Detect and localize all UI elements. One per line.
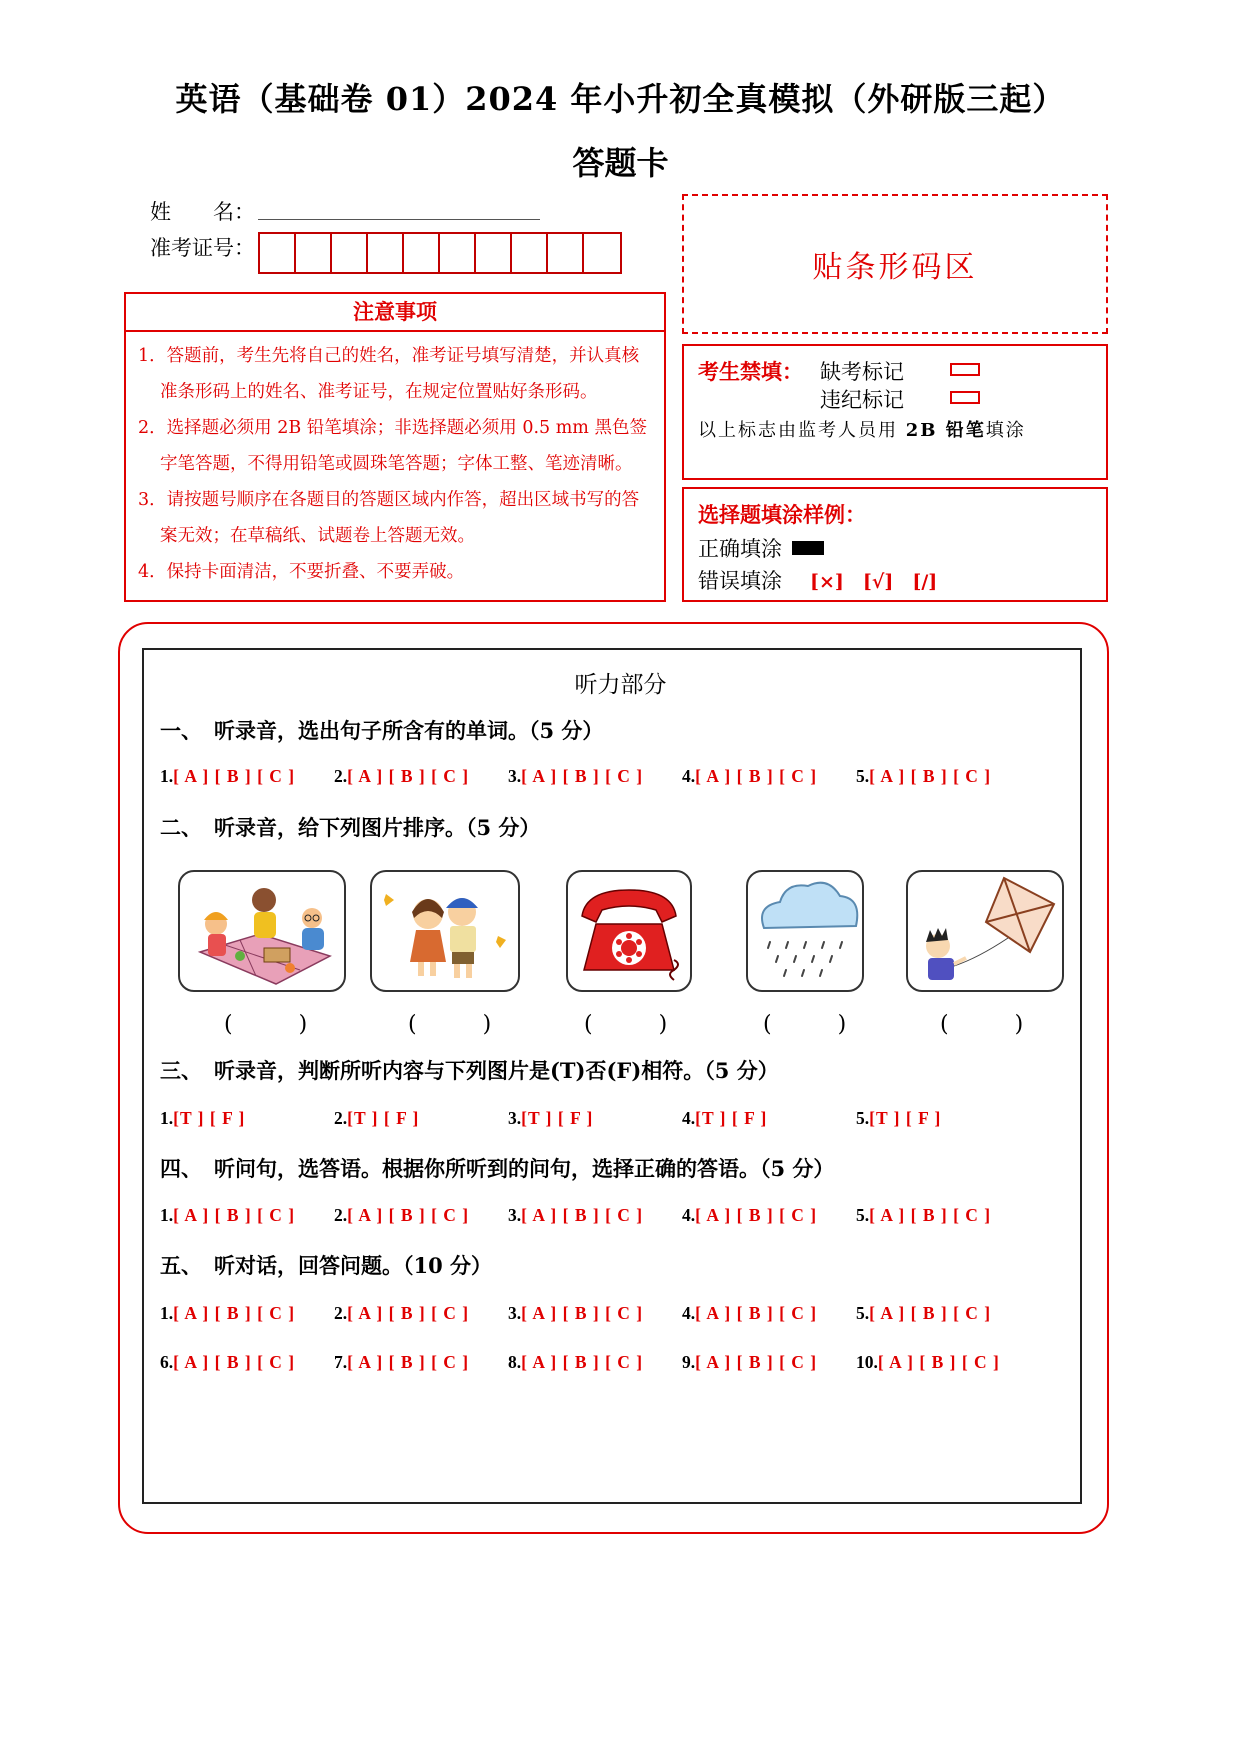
exam-id-cell[interactable] [512, 234, 548, 272]
answer-item[interactable] [334, 1108, 419, 1129]
question-number: 4. [682, 766, 696, 786]
answer-item[interactable] [160, 1303, 295, 1324]
notice-item: 1．答题前，考生先将自己的姓名，准考证号填写清楚，并认真核准条形码上的姓名、准考证号，在规定位置贴好条形码。 [138, 346, 640, 402]
abc-choice-bubbles[interactable]: [ A ] [ B ] [ C ] [347, 766, 470, 786]
section-2-heading: 二、 听录音，给下列图片排序。（5 分） [160, 815, 541, 840]
exam-id-cell[interactable] [440, 234, 476, 272]
answer-item[interactable] [160, 1352, 295, 1373]
absent-label: 缺考标记 [820, 360, 904, 384]
question-number: 3. [508, 766, 522, 786]
abc-choice-bubbles[interactable]: [ A ] [ B ] [ C ] [347, 1352, 470, 1372]
walking-children-illustration [372, 872, 518, 990]
question-number: 2. [334, 1303, 348, 1323]
question-number: 8. [508, 1352, 522, 1372]
violation-label: 违纪标记 [820, 388, 904, 412]
abc-choice-bubbles[interactable]: [ A ] [ B ] [ C ] [173, 766, 296, 786]
section-3-heading: 三、 听录音，判断所听内容与下列图片是(T)否(F)相符。（5 分） [160, 1058, 779, 1083]
question-number: 2. [334, 1205, 348, 1225]
abc-choice-bubbles[interactable]: [ A ] [ B ] [ C ] [521, 1352, 644, 1372]
page-title: 英语（基础卷 01）2024 年小升初全真模拟（外研版三起） [175, 80, 1066, 118]
absent-checkbox[interactable] [950, 363, 980, 376]
wrong-label: 错误填涂 [698, 569, 782, 593]
question-number: 3. [508, 1205, 522, 1225]
question-number: 3. [508, 1108, 522, 1128]
picnic-illustration [180, 872, 344, 990]
question-number: 3. [508, 1303, 522, 1323]
section-1-heading: 一、 听录音，选出句子所含有的单词。（5 分） [160, 718, 604, 743]
question-number: 5. [856, 1205, 870, 1225]
abc-choice-bubbles[interactable]: [ A ] [ B ] [ C ] [521, 1205, 644, 1225]
question-number: 5. [856, 1108, 870, 1128]
section-4-heading: 四、 听问句，选答语。根据你所听到的问句，选择正确的答语。（5 分） [160, 1156, 835, 1181]
proctor-label: 考生禁填： [698, 359, 803, 384]
question-number: 1. [160, 1108, 174, 1128]
picture-children-picnic [178, 870, 346, 992]
order-answer-5[interactable]: ( ) [940, 1012, 1024, 1037]
true-false-bubbles[interactable]: [T ] [ F ] [173, 1108, 246, 1128]
answer-item[interactable] [682, 1205, 817, 1226]
kite-illustration [908, 872, 1062, 990]
question-number: 7. [334, 1352, 348, 1372]
id-label: 准考证号： [150, 236, 255, 260]
answer-item[interactable] [160, 1108, 245, 1129]
question-number: 6. [160, 1352, 174, 1372]
true-false-bubbles[interactable]: [T ] [ F ] [521, 1108, 594, 1128]
abc-choice-bubbles[interactable]: [ A ] [ B ] [ C ] [173, 1303, 296, 1323]
answer-item[interactable] [856, 1303, 991, 1324]
violation-checkbox[interactable] [950, 391, 980, 404]
exam-id-cell[interactable] [260, 234, 296, 272]
section-3-answers [160, 1108, 1060, 1134]
answer-item[interactable] [334, 1352, 469, 1373]
wrong-fill-marks: [×] [√] [/] [810, 571, 938, 593]
fill-sample-box [682, 487, 1108, 602]
abc-choice-bubbles[interactable]: [ A ] [ B ] [ C ] [347, 1303, 470, 1323]
abc-choice-bubbles[interactable]: [ A ] [ B ] [ C ] [347, 1205, 470, 1225]
exam-id-cell[interactable] [368, 234, 404, 272]
question-number: 9. [682, 1352, 696, 1372]
true-false-bubbles[interactable]: [T ] [ F ] [695, 1108, 768, 1128]
answer-item[interactable] [682, 1352, 817, 1373]
barcode-label: 贴条形码区 [812, 250, 978, 285]
exam-id-cell[interactable] [332, 234, 368, 272]
answer-item[interactable] [334, 1303, 469, 1324]
question-number: 2. [334, 766, 348, 786]
notice-item: 4．保持卡面清洁，不要折叠、不要弄破。 [138, 562, 465, 582]
picture-rain-cloud [746, 870, 864, 992]
answer-item[interactable] [856, 1205, 991, 1226]
correct-fill-mark [792, 541, 824, 555]
answer-item[interactable] [682, 1303, 817, 1324]
abc-choice-bubbles[interactable]: [ A ] [ B ] [ C ] [173, 1352, 296, 1372]
name-label: 姓 名： [150, 200, 255, 224]
answer-item[interactable] [856, 1108, 941, 1129]
answer-item[interactable] [160, 766, 295, 787]
proctor-box [682, 344, 1108, 480]
section-1-answers [160, 766, 1060, 792]
answer-item[interactable] [508, 1352, 643, 1373]
abc-choice-bubbles[interactable]: [ A ] [ B ] [ C ] [695, 1352, 818, 1372]
question-number: 4. [682, 1303, 696, 1323]
telephone-illustration [568, 872, 690, 990]
abc-choice-bubbles[interactable]: [ A ] [ B ] [ C ] [695, 1205, 818, 1225]
abc-choice-bubbles[interactable]: [ A ] [ B ] [ C ] [869, 766, 992, 786]
order-answer-2[interactable]: ( ) [408, 1012, 492, 1037]
true-false-bubbles[interactable]: [T ] [ F ] [347, 1108, 420, 1128]
question-number: 5. [856, 766, 870, 786]
barcode-area [682, 194, 1108, 334]
rain-cloud-illustration [748, 872, 862, 990]
question-number: 4. [682, 1108, 696, 1128]
listening-heading: 听力部分 [574, 672, 667, 698]
abc-choice-bubbles[interactable]: [ A ] [ B ] [ C ] [521, 766, 644, 786]
notice-box [124, 292, 666, 602]
abc-choice-bubbles[interactable]: [ A ] [ B ] [ C ] [695, 1303, 818, 1323]
proctor-note: 以上标志由监考人员用 2B 铅笔填涂 [698, 420, 1026, 441]
order-answer-1[interactable]: ( ) [224, 1012, 308, 1037]
picture-boy-and-girl-walking [370, 870, 520, 992]
section-4-answers [160, 1205, 1060, 1231]
question-number: 10. [856, 1352, 878, 1372]
notice-item: 3．请按题号顺序在各题目的答题区域内作答，超出区域书写的答案无效；在草稿纸、试题卷上答题无效。 [138, 490, 640, 546]
picture-boy-flying-kite [906, 870, 1064, 992]
answer-item[interactable] [508, 1303, 643, 1324]
sample-heading: 选择题填涂样例： [698, 502, 866, 527]
answer-item[interactable] [682, 1108, 767, 1129]
question-number: 2. [334, 1108, 348, 1128]
true-false-bubbles[interactable]: [T ] [ F ] [869, 1108, 942, 1128]
question-number: 1. [160, 766, 174, 786]
question-number: 5. [856, 1303, 870, 1323]
exam-id-cell[interactable] [404, 234, 440, 272]
answer-item[interactable] [334, 1205, 469, 1226]
notice-heading: 注意事项 [126, 294, 664, 332]
abc-choice-bubbles[interactable]: [ A ] [ B ] [ C ] [173, 1205, 296, 1225]
answer-item[interactable] [334, 766, 469, 787]
abc-choice-bubbles[interactable]: [ A ] [ B ] [ C ] [869, 1205, 992, 1225]
answer-item[interactable] [508, 1205, 643, 1226]
order-answer-4[interactable]: ( ) [763, 1012, 847, 1037]
answer-item[interactable] [508, 766, 643, 787]
answer-item[interactable] [508, 1108, 593, 1129]
abc-choice-bubbles[interactable]: [ A ] [ B ] [ C ] [869, 1303, 992, 1323]
question-number: 1. [160, 1303, 174, 1323]
answer-item[interactable] [682, 766, 817, 787]
section-5-answers-row-2 [160, 1352, 1060, 1378]
abc-choice-bubbles[interactable]: [ A ] [ B ] [ C ] [695, 766, 818, 786]
question-number: 1. [160, 1205, 174, 1225]
answer-item[interactable] [856, 1352, 1000, 1373]
exam-id-grid[interactable] [258, 232, 622, 274]
answer-item[interactable] [160, 1205, 295, 1226]
exam-id-cell[interactable] [476, 234, 512, 272]
exam-id-cell[interactable] [548, 234, 584, 272]
exam-id-cell[interactable] [296, 234, 332, 272]
exam-id-cell[interactable] [584, 234, 620, 272]
section-5-answers-row-1 [160, 1303, 1060, 1329]
correct-label: 正确填涂 [698, 537, 782, 561]
answer-item[interactable] [856, 766, 991, 787]
question-number: 4. [682, 1205, 696, 1225]
page-subtitle: 答题卡 [572, 144, 669, 182]
abc-choice-bubbles[interactable]: [ A ] [ B ] [ C ] [877, 1352, 1000, 1372]
order-answer-3[interactable]: ( ) [584, 1012, 668, 1037]
section-5-heading: 五、 听对话，回答问题。（10 分） [160, 1253, 493, 1278]
name-field[interactable] [258, 219, 540, 220]
picture-red-telephone [566, 870, 692, 992]
abc-choice-bubbles[interactable]: [ A ] [ B ] [ C ] [521, 1303, 644, 1323]
notice-item: 2．选择题必须用 2B 铅笔填涂；非选择题必须用 0.5 mm 黑色签字笔答题，不得用铅笔或圆珠笔答题；字体工整、笔迹清晰。 [138, 418, 647, 474]
